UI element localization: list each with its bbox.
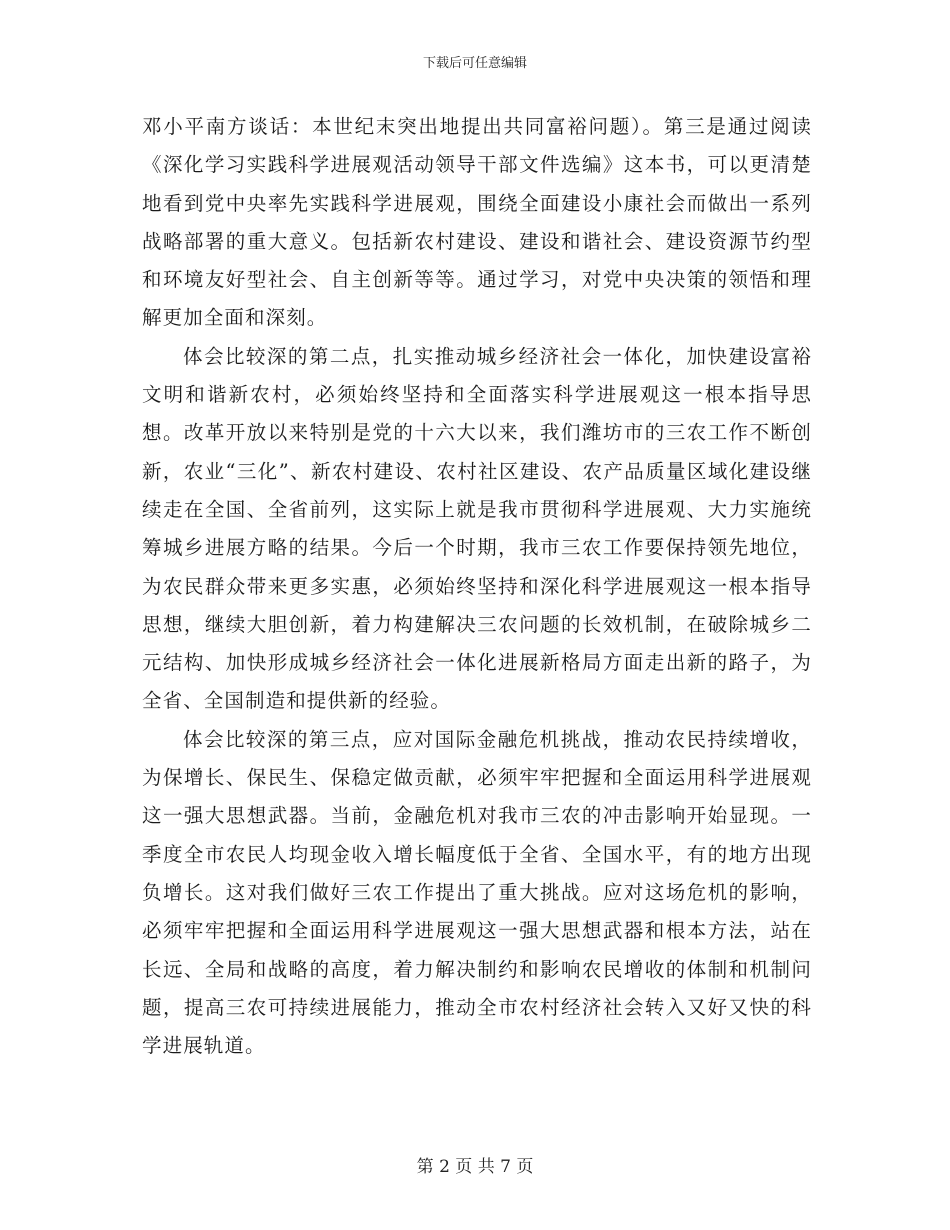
paragraph-2: 体会比较深的第二点，扎实推动城乡经济社会一体化，加快建设富裕文明和谐新农村，必须始终坚持和全面落实科学进展观这一根本指导思想。改革开放以来特别是党的十六大以来，我们潍坊市的三农工作不断创新，农业“三化”、新农村建设、农村社区建设、农产品质量区域化建设继续走在全国、全省前列，这实际上就是我市贯彻科学进展观、大力实施统筹城乡进展方略的结果。今后一个时期，我市三农工作要保持领先地位，为农民群众带来更多实惠，必须始终坚持和深化科学进展观这一根本指导思想，继续大胆创新，着力构建解决三农问题的长效机制，在破除城乡二元结构、加快形成城乡经济社会一体化进展新格局方面走出新的路子，为全省、全国制造和提供新的经验。 [142,344,812,713]
page-number-footer: 第 2 页 共 7 页 [416,1157,534,1177]
page-header: 下载后可任意编辑 [422,56,527,71]
paragraph-3: 体会比较深的第三点，应对国际金融危机挑战，推动农民持续增收，为保增长、保民生、保稳定做贡献，必须牢牢把握和全面运用科学进展观这一强大思想武器。当前，金融危机对我市三农的冲击影响开始显现。一季度全市农民人均现金收入增长幅度低于全省、全国水平，有的地方出现负增长。这对我们做好三农工作提出了重大挑战。应对这场危机的影响，必须牢牢把握和全面运用科学进展观这一强大思想武器和根本方法，站在长远、全局和战略的高度，着力解决制约和影响农民增收的体制和机制问题，提高三农可持续进展能力，推动全市农村经济社会转入又好又快的科学进展轨道。 [142,727,812,1058]
paragraph-1: 邓小平南方谈话：本世纪末突出地提出共同富裕问题）。第三是通过阅读《深化学习实践科学进展观活动领导干部文件选编》这本书，可以更清楚地看到党中央率先实践科学进展观，围绕全面建设小康社会而做出一系列战略部署的重大意义。包括新农村建设、建设和谐社会、建设资源节约型和环境友好型社会、自主创新等等。通过学习，对党中央决策的领悟和理解更加全面和深刻。 [142,115,812,330]
document-body [142,108,812,1065]
